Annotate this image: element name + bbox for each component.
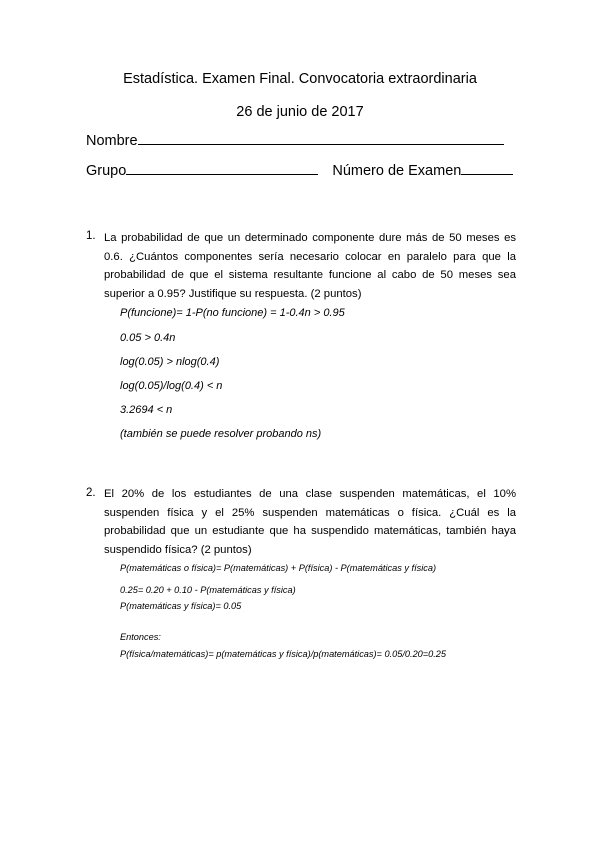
q1-answer-line-4: log(0.05)/log(0.4) < n — [120, 380, 223, 392]
numero-label: Número de Examen — [332, 163, 462, 179]
q2-answer-line-5: P(física/matemáticas)= p(matemáticas y física)/p(matemáticas)= 0.05/0.20=0.25 — [120, 649, 447, 659]
question-2-number: 2. — [86, 487, 96, 499]
grupo-blank[interactable] — [126, 162, 318, 175]
q1-answer-line-3: log(0.05) > nlog(0.4) — [120, 356, 220, 368]
nombre-field[interactable] — [86, 132, 504, 149]
q1-answer-line-1: P(funcione)= 1-P(no funcione) = 1-0.4n > 0.95 — [120, 307, 345, 319]
q1-answer-line-6: (también se puede resolver probando ns) — [120, 428, 322, 440]
q1-answer-line-2: 0.05 > 0.4n — [120, 332, 176, 344]
numero-blank[interactable] — [461, 162, 513, 175]
grupo-label: Grupo — [86, 163, 127, 179]
q2-answer-line-4: Entonces: — [120, 632, 161, 642]
nombre-blank[interactable] — [138, 132, 504, 145]
grupo-field[interactable] — [86, 162, 513, 179]
q2-answer-line-3: P(matemáticas y física)= 0.05 — [120, 601, 242, 611]
q2-answer-line-1: P(matemáticas o física)= P(matemáticas) + P(física) - P(matemáticas y física) — [120, 563, 437, 573]
question-2-text: El 20% de los estudiantes de una clase suspenden matemáticas, el 10% suspenden física y el 25% suspenden matemáticas o física. ¿Cuál es la probabilidad que un estudiante que ha suspendido matemáticas, también haya suspendido física? (2 puntos) — [104, 488, 516, 556]
question-1-text: La probabilidad de que un determinado componente dure más de 50 meses es 0.6. ¿Cuántos componentes sería necesario colocar en paralelo para que la probabilidad de que el sistema resultante funcione al cabo de 50 meses sea superior a 0.95? Justifique su respuesta. (2 puntos) — [104, 232, 516, 300]
nombre-label: Nombre — [86, 133, 138, 149]
exam-title: Estadística. Examen Final. Convocatoria extraordinaria — [123, 71, 477, 87]
q1-answer-line-5: 3.2694 < n — [120, 404, 173, 416]
question-1-number: 1. — [86, 230, 96, 242]
exam-date: 26 de junio de 2017 — [236, 104, 364, 120]
q2-answer-line-2: 0.25= 0.20 + 0.10 - P(matemáticas y física) — [120, 585, 296, 595]
